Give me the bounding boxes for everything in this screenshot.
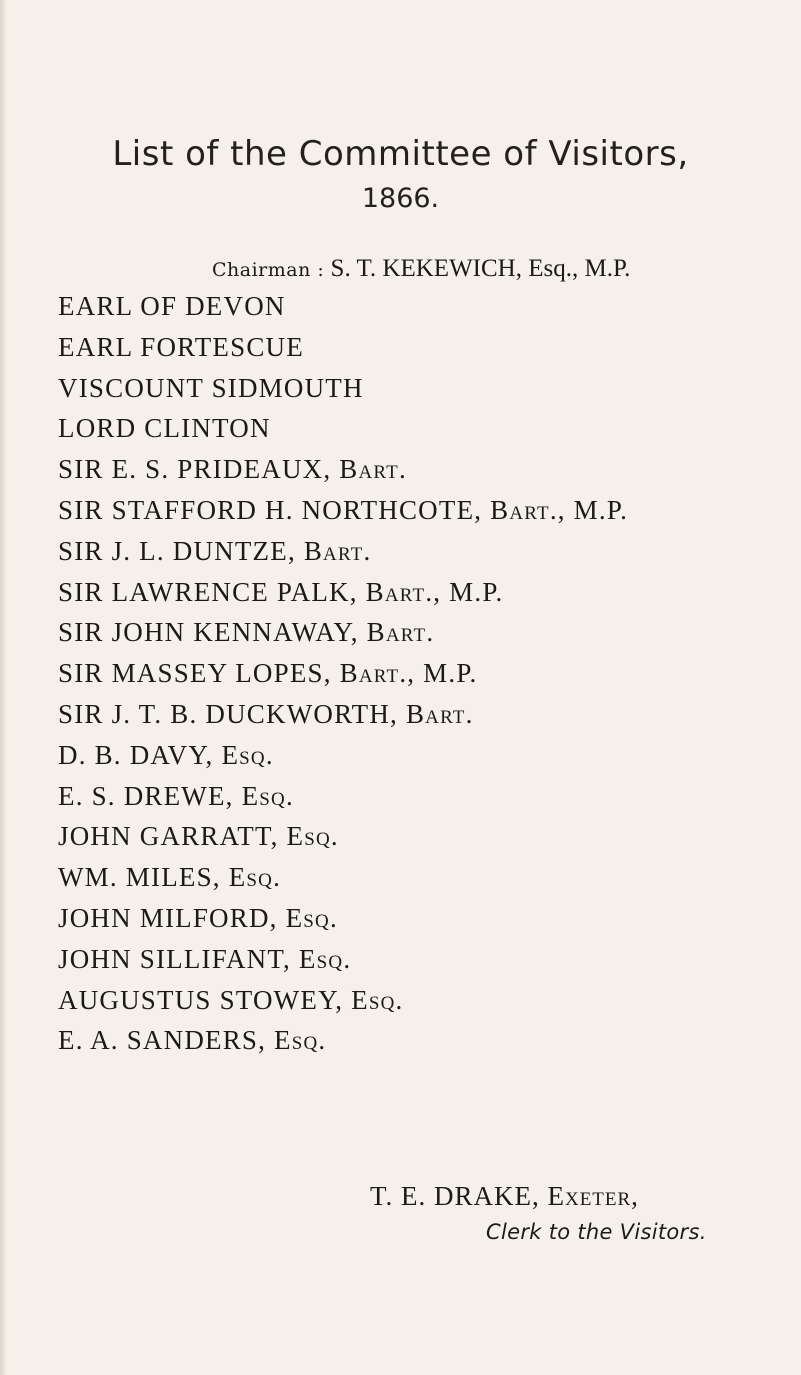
committee-member: E. S. DREWE, Esq. [58, 780, 294, 811]
committee-member: AUGUSTUS STOWEY, Esq. [58, 984, 404, 1015]
committee-member: EARL FORTESCUE [58, 331, 304, 362]
committee-member: D. B. DAVY, Esq. [58, 739, 274, 770]
clerk-role: Clerk to the Visitors. [486, 1220, 707, 1244]
document-title: List of the Committee of Visitors, [112, 134, 689, 174]
committee-member: SIR E. S. PRIDEAUX, Bart. [58, 454, 407, 485]
document-year: 1866. [361, 183, 440, 214]
chairman-label: Chairman : [212, 259, 325, 281]
committee-member: SIR J. T. B. DUCKWORTH, Bart. [58, 698, 474, 729]
committee-member-list [58, 286, 628, 1061]
committee-member: SIR MASSEY LOPES, Bart., M.P. [58, 658, 478, 689]
committee-member: VISCOUNT SIDMOUTH [58, 372, 364, 403]
committee-member: JOHN MILFORD, Esq. [58, 902, 338, 933]
committee-member: SIR J. L. DUNTZE, Bart. [58, 535, 372, 566]
clerk-name: T. E. DRAKE, Exeter, [370, 1181, 639, 1211]
committee-member: EARL OF DEVON [58, 291, 286, 321]
committee-member: SIR LAWRENCE PALK, Bart., M.P. [58, 576, 504, 607]
chairman-line [212, 254, 630, 285]
committee-member: JOHN SILLIFANT, Esq. [58, 943, 352, 974]
committee-member: JOHN GARRATT, Esq. [58, 821, 339, 852]
committee-member: SIR STAFFORD H. NORTHCOTE, Bart., M.P. [58, 494, 629, 525]
committee-member: SIR JOHN KENNAWAY, Bart. [58, 617, 435, 648]
chairman-name: S. T. KEKEWICH, Esq., M.P. [330, 255, 631, 282]
committee-member: LORD CLINTON [58, 413, 271, 444]
committee-member: WM. MILES, Esq. [58, 862, 282, 893]
committee-member: E. A. SANDERS, Esq. [58, 1025, 327, 1056]
